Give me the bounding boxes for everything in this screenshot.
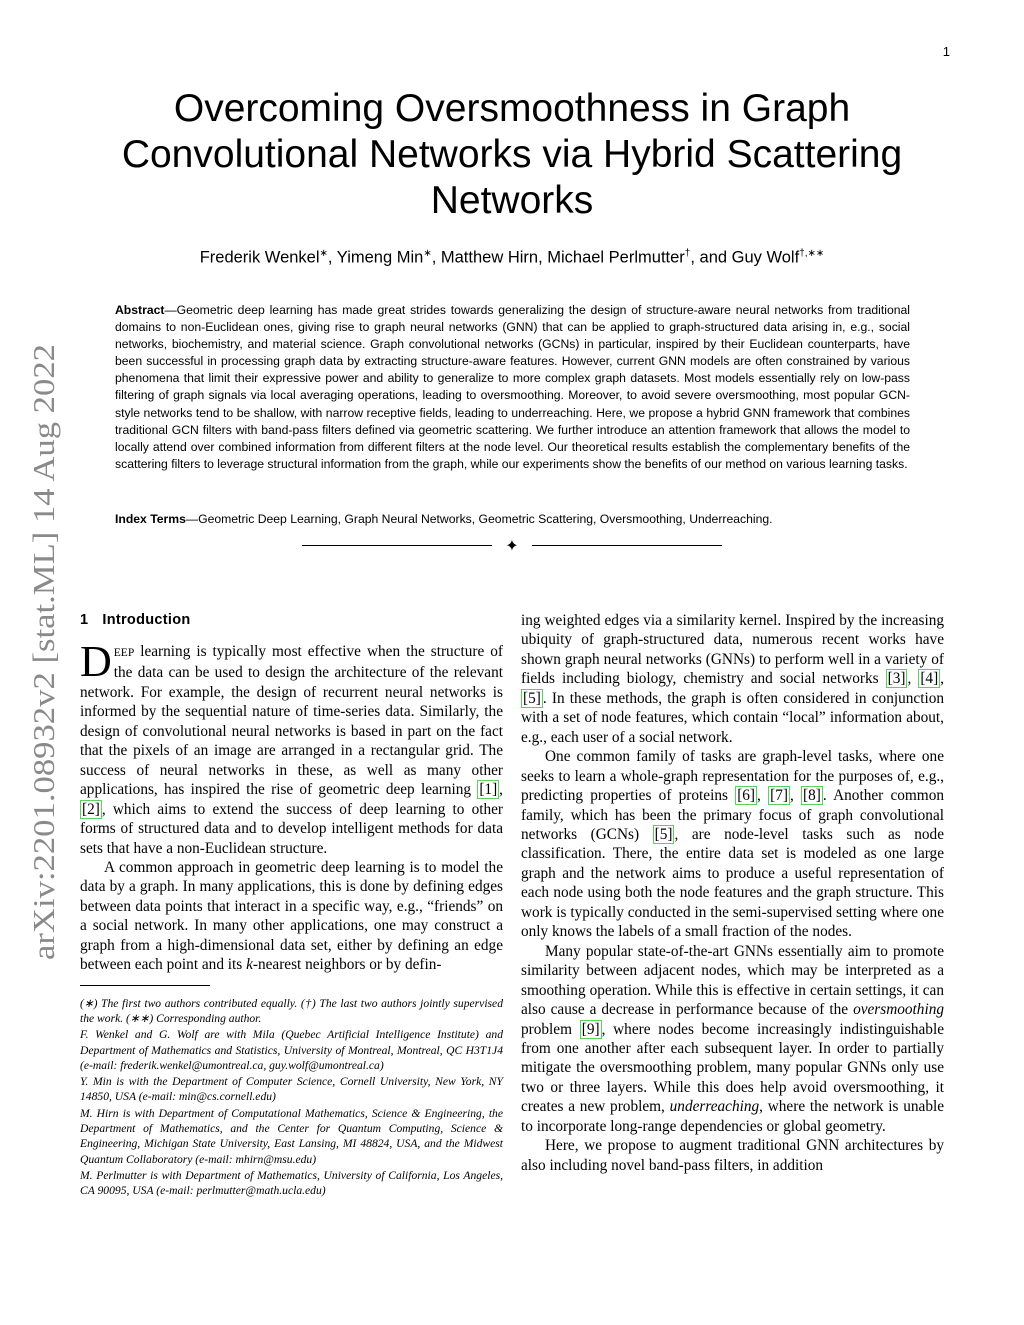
text-run: Many popular state-of-the-art GNNs essentially aim to promote similarity between adjacent nodes, which may be interpreted as a smoothing operation. While this is effective in certain settings, it can also cause a decrease in performance because of the: [521, 942, 944, 1019]
intro-paragraph-4: [521, 747, 944, 942]
text-run: ,: [757, 787, 769, 805]
text-run: ,: [907, 670, 919, 688]
text-run: problem: [521, 1020, 580, 1038]
footnote: M. Perlmutter is with Department of Mathematics, University of California, Los Angeles, CA 90095, USA (e-mail: perlmutter@math.ucla.edu): [80, 1168, 503, 1198]
intro-paragraph-1: [80, 637, 503, 858]
divider-rule-right: [532, 545, 722, 546]
author-name: , and Guy Wolf: [690, 248, 800, 267]
footnote-rule: [80, 985, 210, 986]
footnote: F. Wenkel and G. Wolf are with Mila (Quebec Artificial Intelligence Institute) and Department of Mathematics and Statistics, University of Montreal, Montreal, QC H3T1J4 (e-mail: frederik.wenkel@umontreal.ca, guy.wolf@umontreal.ca): [80, 1028, 503, 1072]
text-run: , where nodes become increasingly indistinguishable from one another after each subsequent layer. In order to partially mitigate the oversmoothing problem, many popular GNNs only use two or three layers. While this does help avoid oversmoothing, it creates a new problem,: [521, 1020, 944, 1116]
text-run: , where the network is unable to incorporate long-range dependencies or global geometry.: [521, 1098, 945, 1135]
text-run: ,: [499, 781, 503, 799]
footnote: M. Hirn is with Department of Computational Mathematics, Science & Engineering, the Department of Mathematics, and the Center for Quantum Computing, Science & Engineering, Michigan State University, East Lansing, MI 48824, USA, and the Midwest Quantum Collaboratory (e-mail: mhirn@msu.edu): [80, 1106, 503, 1166]
smallcaps-lead: EEP: [113, 647, 135, 659]
paper-title: Overcoming Oversmoothness in Graph Convolutional Networks via Hybrid Scattering Networks: [121, 87, 903, 222]
text-run: -nearest neighbors or by defin-: [252, 956, 442, 974]
citation-link[interactable]: [4]: [920, 670, 939, 688]
divider-star-icon: ✦: [505, 536, 519, 555]
author-name: Frederik Wenkel: [199, 248, 320, 267]
divider-rule-left: [302, 545, 492, 546]
dropcap: D: [80, 637, 112, 686]
intro-paragraph-3: [521, 611, 944, 747]
abstract-label: Abstract: [115, 303, 165, 317]
intro-paragraph-6: Here, we propose to augment traditional GNN architectures by also including novel band-pass filters, in addition: [521, 1137, 944, 1174]
footnote: Y. Min is with the Department of Computer Science, Cornell University, New York, NY 14850, USA (e-mail: min@cs.cornell.edu): [80, 1075, 503, 1104]
author-mark: †: [684, 248, 691, 259]
author-name: , Matthew Hirn, Michael Perlmutter: [431, 248, 685, 267]
citation-link[interactable]: [6]: [737, 787, 756, 805]
page-number: 1: [942, 44, 950, 59]
text-run: . Another common family, which has been the primary focus of graph convolutional networks (GCNs): [521, 787, 944, 843]
italic-term: underreaching: [669, 1098, 760, 1116]
author-mark: ∗: [319, 248, 328, 259]
citation-link[interactable]: [8]: [803, 787, 821, 805]
intro-paragraph-2: [80, 858, 503, 975]
author-mark: ∗: [423, 248, 432, 259]
section-heading: [80, 610, 503, 630]
section-divider: [302, 536, 722, 556]
index-terms-text: —Geometric Deep Learning, Graph Neural Networks, Geometric Scattering, Oversmoothing, Underreaching.: [185, 512, 773, 526]
left-column: [80, 608, 503, 1200]
abstract: [115, 302, 910, 473]
citation-link[interactable]: [9]: [581, 1020, 600, 1038]
text-run: ,: [789, 787, 802, 805]
author-list: [80, 248, 944, 268]
section-title: Introduction: [102, 612, 191, 628]
arxiv-stamp: [2, 342, 68, 960]
author-name: Yimeng Min: [336, 248, 424, 267]
index-terms: [115, 511, 910, 528]
text-run: ,: [940, 670, 944, 688]
text-run: One common family of tasks are graph-level tasks, where one seeks to learn a whole-graph representation for the purposes of, e.g., predicting properties of proteins: [521, 748, 944, 805]
text-run: A common approach in geometric deep learning is to model the data by a graph. In many applications, this is done by defining edges between data points that interact in a specific way, e.g., “friends” on a social network. In many other applications, one may construct a graph from a high-dimensional data set, either by defining an edge between each point and its: [80, 858, 503, 974]
italic-term: oversmoothing: [853, 1001, 944, 1019]
text-run: , which aims to extend the success of deep learning to other forms of structured data and to develop intelligent methods for data sets that have a non-Euclidean structure.: [80, 800, 503, 857]
italic-k: k: [246, 956, 253, 974]
citation-link[interactable]: [2]: [82, 800, 100, 818]
text-run: ing weighted edges via a similarity kernel. Inspired by the increasing ubiquity of graph-structured data, numerous recent works have shown graph neural networks (GNNs) to perform well in a variety of fields including biology, chemistry and social networks: [521, 612, 944, 688]
author-mark: †,∗∗: [799, 248, 825, 259]
abstract-text: —Geometric deep learning has made great strides towards generalizing the design of structure-aware neural networks from traditional domains to non-Euclidean ones, giving rise to graph neural networks (GNN) that can be applied to graph-structured data arising in, e.g., social networks, biochemistry, and material science. Graph convolutional networks (GCNs) in particular, inspired by their Euclidean counterparts, have been successful in processing graph data by extracting structure-aware features. However, current GNN models are often constrained by various phenomena that limit their expressive power and ability to generalize to more complex graph datasets. Most models essentially rely on low-pass filtering of graph signals via local averaging operations, leading to oversmoothing. Moreover, to avoid severe oversmoothing, most popular GCN-style networks tend to be shallow, with narrow receptive fields, leading to underreaching. Here, we propose a hybrid GNN framework that combines traditional GCN filters with band-pass filters defined via geometric scattering. We further introduce an attention framework that allows the model to locally attend over combined information from different filters at the node level. Our theoretical results establish the complementary benefits of the scattering filters to leverage structural information from the graph, while our experiments show the benefits of our method on various learning tasks.: [115, 303, 910, 471]
section-number: 1: [80, 612, 89, 628]
citation-link[interactable]: [5]: [523, 689, 541, 707]
right-column: [521, 611, 944, 1175]
intro-paragraph-5: [521, 942, 944, 1137]
arxiv-stamp-text: arXiv:2201.08932v2 [stat.ML] 14 Aug 2022: [26, 408, 61, 960]
author-separator: ,: [327, 248, 337, 267]
citation-link[interactable]: [7]: [770, 787, 788, 805]
text-run: . In these methods, the graph is often considered in conjunction with a set of node features, which contain “local” information about, e.g., each user of a social network.: [521, 689, 944, 746]
citation-link[interactable]: [5]: [654, 825, 673, 843]
index-terms-label: Index Terms: [115, 512, 186, 526]
citation-link[interactable]: [1]: [479, 781, 498, 799]
footnote: (∗) The first two authors contributed equally. (†) The last two authors jointly supervised the work. (∗∗) Corresponding author.: [80, 996, 503, 1025]
citation-link[interactable]: [3]: [887, 670, 906, 688]
footnotes: [80, 996, 503, 1199]
text-run: , are node-level tasks such as node classification. There, the entire data set is modeled as one large graph and the network aims to produce a useful representation of each node using both the node features and the graph structure. This work is typically conducted in the semi-supervised setting where one only knows the labels of a small fraction of the nodes.: [521, 825, 944, 941]
text-run: learning is typically most effective when the structure of the data can be used to design the architecture of the relevant network. For example, the design of recurrent neural networks is informed by the sequential nature of time-series data. Similarly, the design of convolutional neural networks is based in part on the fact that the pixels of an image are arranged in a rectangular grid. The success of neural networks in these, as well as many other applications, has inspired the rise of geometric deep learning: [80, 643, 503, 799]
